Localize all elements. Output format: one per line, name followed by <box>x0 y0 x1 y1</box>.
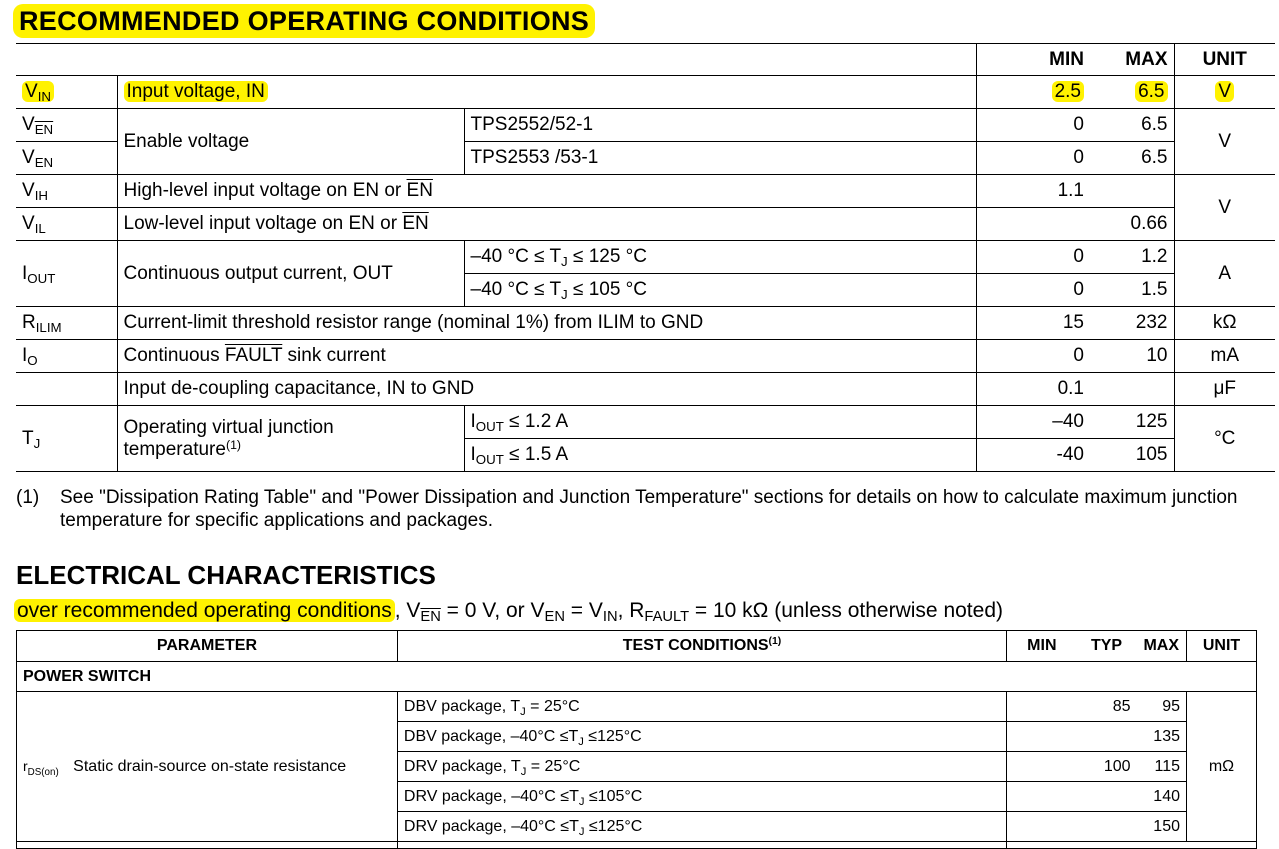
max-value: 115 <box>1137 752 1187 782</box>
max-value: 0.66 <box>1090 208 1174 241</box>
unit-value: μF <box>1174 373 1275 406</box>
ec-subtitle: over recommended operating conditions , $V_{\overline{EN}} = 0$ V, or $V_{EN} = V_{IN}$, $R_{FAULT} = 10$ kΩ (unless otherwise noted) <box>14 599 1003 623</box>
symbol: $R_{ILIM}$ <box>16 307 117 340</box>
footnote <box>16 486 1266 531</box>
max-value: 6.5 <box>1090 142 1174 175</box>
description: Continuous FAULT sink current <box>117 340 976 373</box>
footnote-label: (1) <box>16 487 40 508</box>
param-description: Static drain-source on-state resistance <box>73 757 347 775</box>
test-condition: DRV package, $-40^\circ C \le T_J \le 125^\circ C$ <box>397 812 1006 842</box>
condition: TPS2553 /53-1 <box>464 142 976 175</box>
electrical-characteristics-table <box>16 630 1257 849</box>
condition: TPS2552/52-1 <box>464 109 976 142</box>
table-row <box>16 406 1275 439</box>
max-value: 6.5 <box>1090 109 1174 142</box>
min-value: 0 <box>976 109 1090 142</box>
param-symbol: $r_{DS(on)}$ <box>23 757 59 778</box>
unit-value: kΩ <box>1174 307 1275 340</box>
min-value: 15 <box>976 307 1090 340</box>
typ-value: 85 <box>1077 692 1137 722</box>
roc-title: RECOMMENDED OPERATING CONDITIONS <box>13 6 595 37</box>
description: Enable voltage <box>117 109 464 175</box>
table-row <box>16 373 1275 406</box>
symbol: $V_{IH}$ <box>16 175 117 208</box>
min-value: 0 <box>976 274 1090 307</box>
unit-value: mΩ <box>1187 692 1257 842</box>
condition: $I_{OUT} \le 1.5$ A <box>464 439 976 472</box>
symbol: $V_{IN}$ <box>22 81 54 102</box>
description: Low-level input voltage on EN or $\overline{EN}$ <box>117 208 976 241</box>
max-value: 1.2 <box>1090 241 1174 274</box>
min-value <box>1007 692 1077 722</box>
header-unit: UNIT <box>1174 44 1275 76</box>
min-value <box>1007 812 1077 842</box>
ec-title: ELECTRICAL CHARACTERISTICS <box>16 560 436 590</box>
min-value: –40 <box>976 406 1090 439</box>
header-max: MAX <box>1090 44 1174 76</box>
table-row <box>16 109 1275 142</box>
max-value: 10 <box>1090 340 1174 373</box>
table-row <box>16 208 1275 241</box>
min-value: 0 <box>976 340 1090 373</box>
max-value: 1.5 <box>1090 274 1174 307</box>
section-row <box>17 662 1257 692</box>
header-unit: UNIT <box>1187 631 1257 662</box>
table-header-row <box>17 631 1257 662</box>
max-value: 125 <box>1090 406 1174 439</box>
header-parameter: PARAMETER <box>17 631 398 662</box>
header-min: MIN <box>1007 631 1077 662</box>
min-value <box>1007 752 1077 782</box>
min-value <box>1007 782 1077 812</box>
description: Continuous output current, OUT <box>117 241 464 307</box>
symbol: $I_O$ <box>16 340 117 373</box>
typ-value <box>1077 782 1137 812</box>
max-value: 135 <box>1137 722 1187 752</box>
header-min: MIN <box>976 44 1090 76</box>
unit-value: mA <box>1174 340 1275 373</box>
min-value: -40 <box>976 439 1090 472</box>
unit-value: V <box>1174 109 1275 175</box>
symbol: $T_J$ <box>16 406 117 472</box>
table-header-row <box>16 44 1275 76</box>
symbol: $V_{IL}$ <box>16 208 117 241</box>
max-value: 140 <box>1137 782 1187 812</box>
condition: –40 $^\circ C \le T_J \le 125$ °C <box>464 241 976 274</box>
symbol: $I_{OUT}$ <box>16 241 117 307</box>
test-condition: DBV package, $T_J = 25^\circ C$ <box>397 692 1006 722</box>
typ-value: 100 <box>1077 752 1137 782</box>
test-condition: DRV package, $-40^\circ C \le T_J \le 105^\circ C$ <box>397 782 1006 812</box>
table-row <box>16 307 1275 340</box>
min-value: 2.5 <box>1052 81 1084 102</box>
min-value <box>1007 722 1077 752</box>
max-value: 95 <box>1137 692 1187 722</box>
table-row <box>16 241 1275 274</box>
max-value: 150 <box>1137 812 1187 842</box>
description: High-level input voltage on EN or $\overline{EN}$ <box>117 175 976 208</box>
typ-value <box>1077 812 1137 842</box>
section-title: POWER SWITCH <box>17 662 1257 692</box>
unit-value: A <box>1174 241 1275 307</box>
condition: –40 $^\circ C \le T_J \le 105$ °C <box>464 274 976 307</box>
header-test-conditions: TEST CONDITIONS$^{(1)}$ <box>397 631 1006 662</box>
description: Operating virtual junction temperature$^{(1)}$ <box>117 406 464 472</box>
unit-value: °C <box>1174 406 1275 472</box>
header-typ: TYP <box>1077 631 1137 662</box>
parameter <box>17 692 398 842</box>
min-value: 0 <box>976 241 1090 274</box>
min-value: 0 <box>976 142 1090 175</box>
max-value: 6.5 <box>1135 81 1167 102</box>
header-max: MAX <box>1137 631 1187 662</box>
description: Input voltage, IN <box>124 81 268 102</box>
condition: $I_{OUT} \le 1.2$ A <box>464 406 976 439</box>
description: Input de-coupling capacitance, IN to GND <box>117 373 976 406</box>
table-row <box>16 175 1275 208</box>
symbol: $V_{\overline{EN}}$ <box>16 109 117 142</box>
min-value: 0.1 <box>976 373 1090 406</box>
min-value: 1.1 <box>976 175 1090 208</box>
description: Current-limit threshold resistor range (nominal 1%) from ILIM to GND <box>117 307 976 340</box>
symbol: $V_{EN}$ <box>16 142 117 175</box>
test-condition: DBV package, $-40^\circ C \le T_J \le 125^\circ C$ <box>397 722 1006 752</box>
table-row <box>16 340 1275 373</box>
table-row <box>16 76 1275 109</box>
unit-value: V <box>1215 81 1234 102</box>
table-row <box>17 692 1257 722</box>
table-row <box>17 842 1257 849</box>
max-value: 232 <box>1090 307 1174 340</box>
max-value: 105 <box>1090 439 1174 472</box>
recommended-operating-conditions-table <box>16 43 1275 472</box>
test-condition: DRV package, $T_J = 25^\circ C$ <box>397 752 1006 782</box>
typ-value <box>1077 722 1137 752</box>
unit-value: V <box>1174 175 1275 241</box>
footnote-text: See "Dissipation Rating Table" and "Power Dissipation and Junction Temperature" sections for details on how to calculate maximum junction temperature for specific applications and packages. <box>60 487 1238 531</box>
